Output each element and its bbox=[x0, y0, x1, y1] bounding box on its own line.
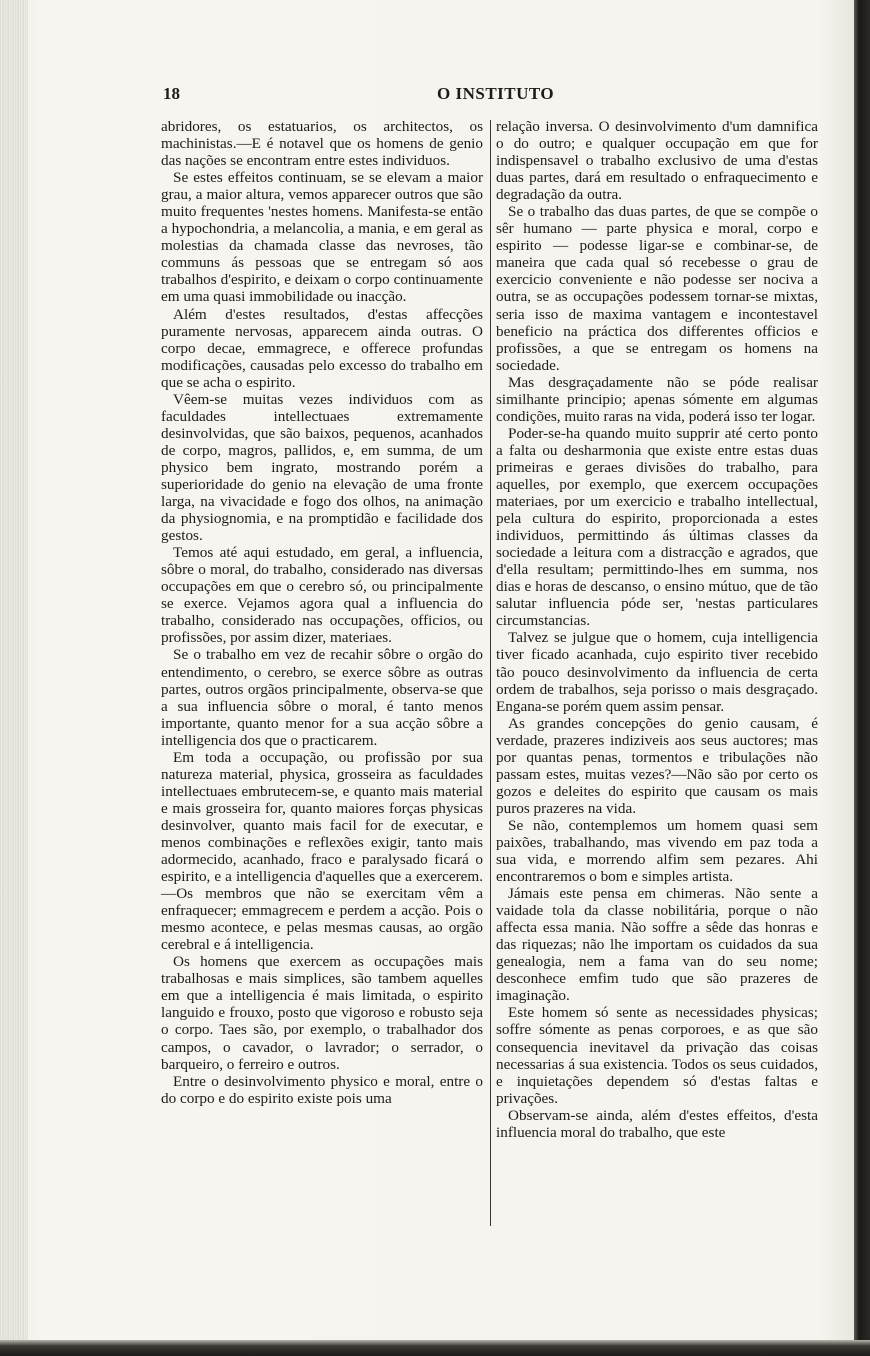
left-column bbox=[161, 118, 483, 1107]
right-column bbox=[496, 118, 818, 1141]
paragraph: Os homens que exercem as occupações mais trabalhosas e mais simplices, são tambem aquelles em que a intelligencia é mais limitada, o espirito languido e frouxo, posto que vigoroso e robusto seja o corpo. Taes são, por exemplo, o trabalhador dos campos, o cavador, o lavrador; o serrador, o barqueiro, o ferreiro e outros. bbox=[161, 953, 483, 1073]
paragraph: Observam-se ainda, além d'estes effeitos, d'esta influencia moral do trabalho, que este bbox=[496, 1106, 818, 1141]
paragraph: Se o trabalho das duas partes, de que se compõe o sêr humano — parte physica e moral, corpo e espirito — podesse ligar-se e combinar-se, de maneira que cada qual só recebesse o grau de exercicio conveniente e não podesse ser nociva a outra, se as occupações podessem tornar-se mixtas, seria isso de maxima vantagem e incontestavel beneficio na práctica dos differentes officios e profissões, a que se entregam os homens na sociedade. bbox=[496, 203, 818, 374]
paragraph: Jámais este pensa em chimeras. Não sente a vaidade tola da classe nobilitária, porque o não affecta essa mania. Não soffre a sêde das honras e das riquezas; não lhe importam os cuidados da sua genealogia, nem a fama van do seu nome; desconhece emfim tudo que são prazeres de imaginação. bbox=[496, 885, 818, 1005]
paragraph: Entre o desinvolvimento physico e moral, entre o do corpo e do espirito existe pois uma bbox=[161, 1072, 483, 1107]
scan-border-bottom bbox=[0, 1340, 870, 1356]
paragraph: Talvez se julgue que o homem, cuja intelligencia tiver ficado acanhada, cujo espirito tiver recebido tão pouco desinvolvimento da influencia de certa ordem de trabalhos, seja porisso o mais desgraçado. Engana-se porém quem assim pensar. bbox=[496, 629, 818, 715]
paragraph: As grandes concepções do genio causam, é verdade, prazeres indiziveis aos seus auctores; mas por quantas penas, tormentos e tribulações não passam estes, muitas vezes?—Não são por certo os gozos e deleites do espirito que causam os mais puros prazeres na vida. bbox=[496, 714, 818, 817]
paragraph: Poder-se-ha quando muito supprir até certo ponto a falta ou desharmonia que existe entre estas duas primeiras e geraes divisões do trabalho, para aquelles, por exemplo, que exercem occupações materiaes, por um exercicio e trabalho intellectual, pela cultura do espirito, proporcionada a estes individuos, permittindo ás últimas classes da sociedade a leitura com a distracção e agrados, que d'ella resultam; permittindo-lhes em summa, nos dias e horas de descanso, o ensino mútuo, que de tão salutar influencia póde ser, 'nestas particulares circumstancias. bbox=[496, 424, 818, 630]
paragraph: Se o trabalho em vez de recahir sôbre o orgão do entendimento, o cerebro, se exerce sôbre as outras partes, outros orgãos principalmente, observa-se que a sua influencia sôbre o moral, é tanto menos importante, quanto menor for a sua acção sôbre a intelligencia dos que o practicarem. bbox=[161, 646, 483, 749]
page-gutter-edge bbox=[0, 0, 28, 1356]
paragraph: relação inversa. O desinvolvimento d'um damnifica o do outro; e qualquer occupação em que for indispensavel o trabalho exclusivo de uma d'estas duas partes, dará em resultado o enfraquecimento e degradação da outra. bbox=[496, 118, 818, 204]
paragraph: Mas desgraçadamente não se póde realisar similhante principio; apenas sómente em algumas condições, muito raras na vida, poderá isso ter logar. bbox=[496, 373, 818, 425]
paragraph: Além d'estes resultados, d'estas affecções puramente nervosas, apparecem ainda outras. O corpo decae, emmagrece, e offerece profundas modificações, causadas pelo excesso do trabalho em que se acha o espirito. bbox=[161, 305, 483, 391]
paragraph: Se não, contemplemos um homem quasi sem paixões, trabalhando, mas vivendo em paz toda a sua vida, e morrendo alfim sem pezares. Ahi encontraremos o bom e simples artista. bbox=[496, 816, 818, 886]
running-head: O INSTITUTO bbox=[437, 84, 555, 103]
page-number: 18 bbox=[163, 84, 180, 103]
scan-border-right bbox=[854, 0, 870, 1356]
paragraph: Se estes effeitos continuam, se se elevam a maior grau, a maior altura, vemos apparecer outros que são muito frequentes 'nestes homens. Manifesta-se então a hypochondria, a melancolia, a mania, e em geral as molestias da chamada classe das nevroses, tão communs ás pessoas que se entregam só aos trabalhos d'espirito, e deixam o corpo continuamente em uma quasi immobilidade ou inacção. bbox=[161, 169, 483, 306]
paragraph: abridores, os estatuarios, os architectos, os machinistas.—E é notavel que os homens de genio das nações se encontram entre estes individuos. bbox=[161, 118, 483, 170]
paragraph: Temos até aqui estudado, em geral, a influencia, sôbre o moral, do trabalho, considerado nas diversas occupações em que o cerebro só, ou principalmente se exerce. Vejamos agora qual a influencia do trabalho, considerado nas occupações, officios, ou profissões, por assim dizer, materiaes. bbox=[161, 544, 483, 647]
paragraph: Em toda a occupação, ou profissão por sua natureza material, physica, grosseira as faculdades intellectuaes embrutecem-se, e quanto mais material e mais grosseira for, quanto maiores forças physicas desinvolver, quanto mais facil for de executar, e menos combinações e reflexões exigir, tanto mais adormecido, acanhado, fraco e paralysado ficará o espirito, e a intelligencia d'aquelles que a exercerem.—Os membros que não se exercitam vêm a enfraquecer; emmagrecem e perdem a acção. Pois o mesmo acontece, e pelas mesmas causas, ao orgão cerebral e á intelligencia. bbox=[161, 748, 483, 954]
column-divider bbox=[490, 120, 491, 1226]
paragraph: Este homem só sente as necessidades physicas; soffre sómente as penas corporoes, e as que são consequencia inevitavel da privação das coisas necessarias á sua existencia. Todos os seus cuidados, e inquietações dependem só d'estas faltas e privações. bbox=[496, 1004, 818, 1107]
paragraph: Vêem-se muitas vezes individuos com as faculdades intellectuaes extremamente desinvolvidas, que são baixos, pequenos, acanhados de corpo, magros, pallidos, e, em summa, de um physico bem ingrato, mostrando porém a superioridade do genio na elevação de uma fronte larga, na vivacidade e fogo dos olhos, na animação da physiognomia, e na promptidão e facilidade dos gestos. bbox=[161, 390, 483, 545]
